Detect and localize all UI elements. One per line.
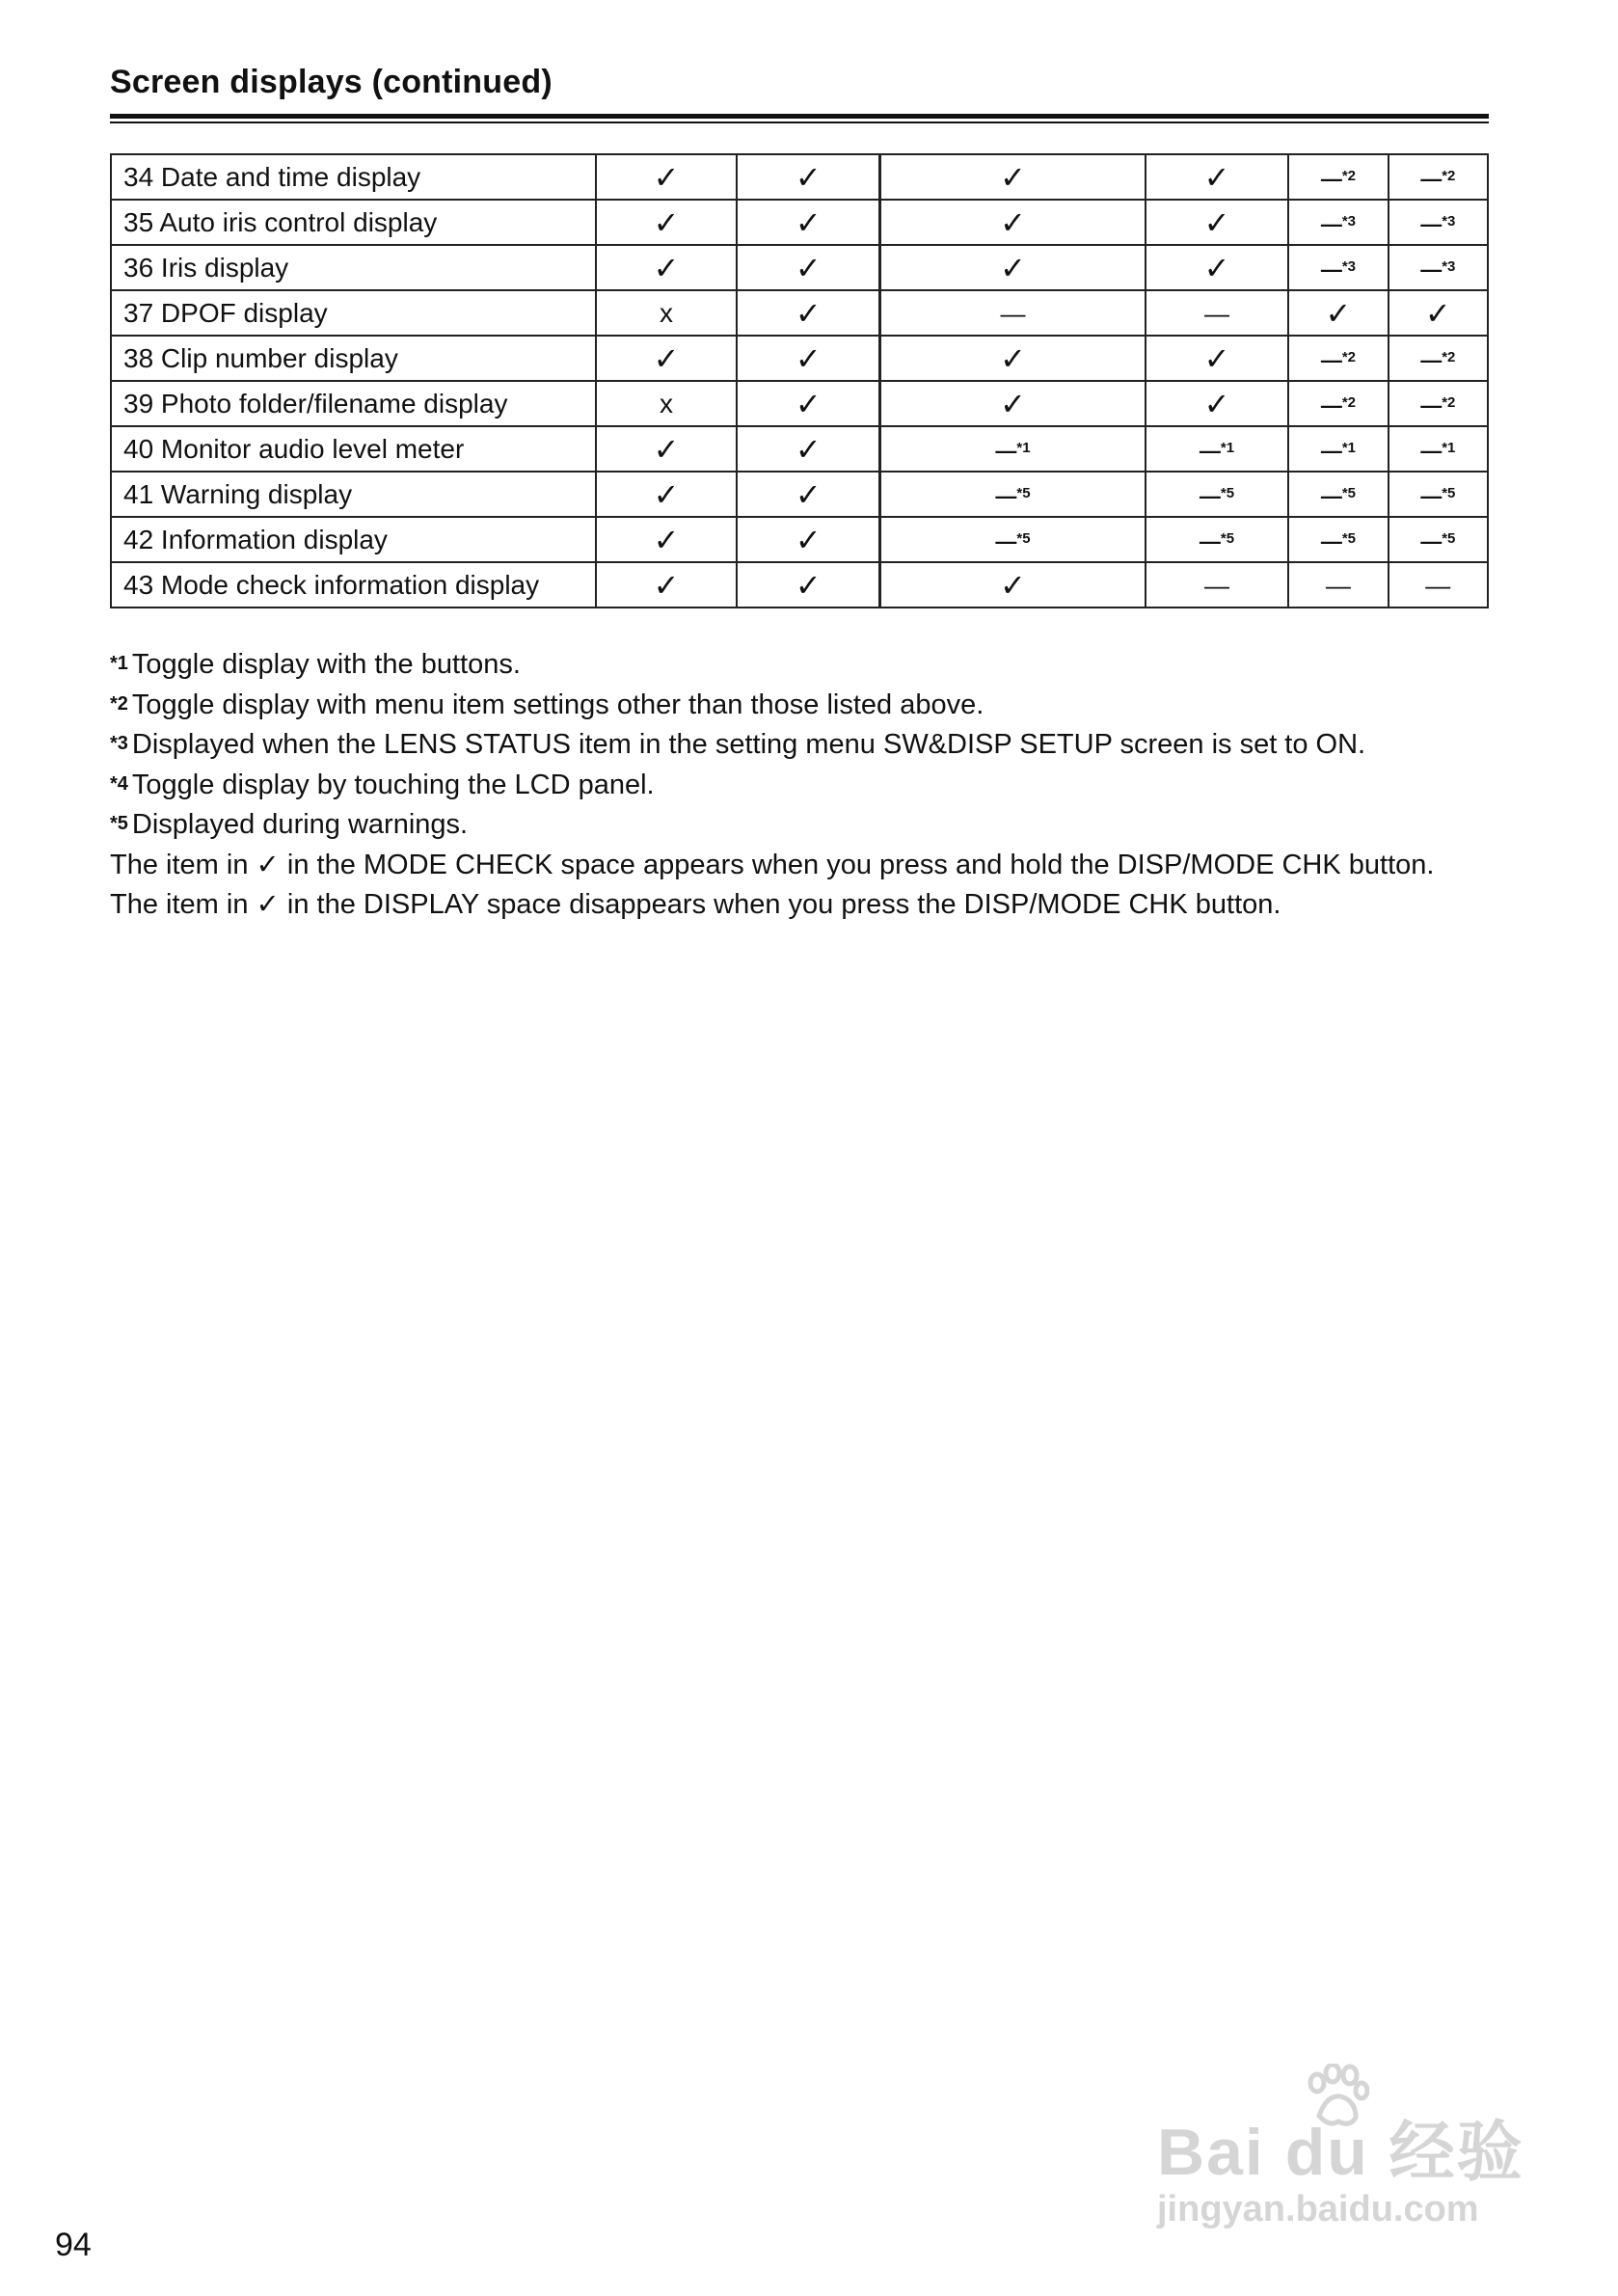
- table-cell-footnoted: [1288, 154, 1388, 200]
- table-cell-footnoted: [1389, 336, 1488, 381]
- footnote-ref: *5: [1341, 484, 1356, 501]
- check-icon: ✓: [795, 385, 822, 422]
- table-cell: [1146, 154, 1289, 200]
- table-cell: [596, 336, 738, 381]
- dash-mark: —: [1320, 528, 1342, 554]
- dash-mark: —: [1420, 347, 1443, 372]
- footnote-ref: *2: [1442, 348, 1456, 365]
- dash-with-note: [995, 484, 1030, 508]
- dash-mark: —: [1420, 483, 1443, 508]
- footnote-text: Toggle display with menu item settings other than those listed above.: [131, 689, 984, 720]
- dash-with-note: [1321, 348, 1356, 372]
- table-row: [111, 562, 1488, 608]
- footnote-ref: *1: [1220, 439, 1235, 456]
- table-cell: [596, 154, 738, 200]
- footnote-ref: *2: [1341, 393, 1356, 411]
- footnote-ref: *3: [1442, 257, 1456, 275]
- footnote-ref: *5: [1016, 529, 1031, 547]
- dash-mark: —: [1320, 392, 1342, 418]
- note-text-before: The item in: [110, 849, 249, 880]
- footnote-mark: *4: [110, 772, 128, 795]
- table-cell-footnoted: [1389, 517, 1488, 562]
- footnote: [110, 724, 1498, 765]
- dash-with-note: [995, 439, 1030, 463]
- table-cell: [1146, 200, 1289, 245]
- footnote-mark: *1: [110, 653, 128, 674]
- check-icon: ✓: [1000, 385, 1026, 422]
- table-row: [111, 336, 1488, 381]
- footnote-ref: *5: [1442, 529, 1456, 547]
- footnote-ref: *3: [1341, 257, 1356, 275]
- check-icon: ✓: [1325, 294, 1352, 332]
- table-row: [111, 426, 1488, 472]
- table-cell: [880, 336, 1146, 381]
- footnote-ref: *2: [1341, 348, 1356, 365]
- table-cell-footnoted: [1389, 200, 1488, 245]
- note-text-after: in the DISPLAY space disappears when you press the DISP/MODE CHK button.: [286, 889, 1281, 920]
- table-cell-footnoted: [1146, 517, 1289, 562]
- check-icon: ✓: [653, 339, 680, 377]
- dash-mark: —: [1320, 211, 1342, 236]
- table-cell: [737, 517, 880, 562]
- dash-with-note: [1420, 529, 1455, 554]
- table-cell-footnoted: [1389, 154, 1488, 200]
- table-cell: [1146, 381, 1289, 426]
- table-cell-footnoted: [1389, 245, 1488, 290]
- dash-mark: —: [1325, 570, 1351, 600]
- row-label: 43 Mode check information display: [111, 562, 596, 608]
- x-mark: x: [660, 297, 673, 328]
- table-cell: [596, 381, 738, 426]
- notes-section: [110, 644, 1498, 925]
- table-cell: [737, 472, 880, 517]
- dash-with-note: [1321, 212, 1356, 236]
- dash-mark: —: [1420, 438, 1443, 463]
- table-cell: [1146, 245, 1289, 290]
- note-text-after: in the MODE CHECK space appears when you press and hold the DISP/MODE CHK button.: [286, 849, 1435, 880]
- dash-mark: —: [1203, 298, 1229, 328]
- check-icon: ✓: [1203, 203, 1230, 241]
- dash-mark: —: [1320, 483, 1342, 508]
- check-icon: ✓: [795, 566, 822, 604]
- table-cell-footnoted: [1146, 426, 1289, 472]
- row-label: 36 Iris display: [111, 245, 596, 290]
- dash-with-note: [1321, 439, 1356, 463]
- table-cell-footnoted: [1288, 245, 1388, 290]
- table-cell: [1146, 336, 1289, 381]
- dash-with-note: [1321, 529, 1356, 554]
- footnote: [110, 685, 1498, 725]
- table-cell-footnoted: [880, 426, 1146, 472]
- check-icon: ✓: [795, 249, 822, 286]
- check-icon: ✓: [795, 430, 822, 468]
- table-cell: [1389, 562, 1488, 608]
- footnote-ref: *5: [1220, 529, 1235, 547]
- footnote-ref: *2: [1341, 167, 1356, 184]
- dash-with-note: [1420, 393, 1455, 418]
- check-icon: ✓: [653, 430, 680, 468]
- dash-mark: —: [1320, 347, 1342, 372]
- table-cell: [1389, 290, 1488, 336]
- check-icon: ✓: [653, 566, 680, 604]
- table-cell-footnoted: [1288, 336, 1388, 381]
- dash-mark: —: [1425, 570, 1451, 600]
- dash-with-note: [1420, 212, 1455, 236]
- table-cell: [880, 562, 1146, 608]
- dash-mark: —: [1420, 528, 1443, 554]
- dash-with-note: [1420, 167, 1455, 191]
- row-label: 37 DPOF display: [111, 290, 596, 336]
- dash-mark: —: [1000, 298, 1026, 328]
- dash-with-note: [1200, 529, 1234, 554]
- table-cell: [880, 200, 1146, 245]
- check-icon: ✓: [795, 203, 822, 241]
- table-cell: [596, 200, 738, 245]
- table-cell: [880, 245, 1146, 290]
- dash-with-note: [1321, 257, 1356, 282]
- table-row: [111, 290, 1488, 336]
- table-cell-footnoted: [1389, 381, 1488, 426]
- watermark-url: jingyan.baidu.com: [1157, 2189, 1479, 2229]
- footnote-ref: *1: [1442, 439, 1456, 456]
- table-cell-footnoted: [1288, 381, 1388, 426]
- table-cell: [596, 245, 738, 290]
- note-line: [110, 884, 1498, 925]
- footnote-mark: *5: [110, 813, 128, 834]
- footnote-ref: *3: [1341, 212, 1356, 230]
- table-row: [111, 154, 1488, 200]
- dash-with-note: [1321, 167, 1356, 191]
- dash-with-note: [1420, 257, 1455, 282]
- row-label: 38 Clip number display: [111, 336, 596, 381]
- footnote-mark: *2: [110, 692, 128, 715]
- table-cell-footnoted: [1288, 426, 1388, 472]
- check-icon: ✓: [256, 847, 280, 880]
- dash-with-note: [1321, 393, 1356, 418]
- dash-with-note: [1200, 439, 1234, 463]
- footnote-text: Toggle display with the buttons.: [131, 649, 521, 680]
- footnote-ref: *2: [1442, 393, 1456, 411]
- table-cell: [1288, 562, 1388, 608]
- footnote: [110, 765, 1498, 805]
- dash-with-note: [1420, 348, 1455, 372]
- row-label: 42 Information display: [111, 517, 596, 562]
- check-icon: ✓: [653, 203, 680, 241]
- table-cell: [1288, 290, 1388, 336]
- table-cell: [737, 245, 880, 290]
- table-cell: [596, 426, 738, 472]
- table-cell: [880, 290, 1146, 336]
- title-rule: [110, 114, 1489, 119]
- footnote: [110, 644, 1498, 685]
- dash-mark: —: [995, 528, 1017, 554]
- footnote-ref: *1: [1016, 439, 1031, 456]
- dash-mark: —: [1320, 257, 1342, 282]
- check-icon: ✓: [1000, 339, 1026, 377]
- check-icon: ✓: [1203, 385, 1230, 422]
- check-icon: ✓: [1203, 339, 1230, 377]
- table-cell: [737, 381, 880, 426]
- dash-mark: —: [1320, 438, 1342, 463]
- table-cell: [880, 154, 1146, 200]
- table-cell-footnoted: [1389, 472, 1488, 517]
- check-icon: ✓: [1000, 158, 1026, 196]
- table-cell: [737, 290, 880, 336]
- table-cell: [1146, 562, 1289, 608]
- watermark: [1157, 2064, 1543, 2256]
- dash-mark: —: [1320, 166, 1342, 191]
- check-icon: ✓: [795, 294, 822, 332]
- check-icon: ✓: [1203, 158, 1230, 196]
- footnote-ref: *2: [1442, 167, 1456, 184]
- dash-mark: —: [1420, 392, 1443, 418]
- check-icon: ✓: [1000, 203, 1026, 241]
- dash-with-note: [1200, 484, 1234, 508]
- table-cell: [596, 472, 738, 517]
- check-icon: ✓: [653, 475, 680, 513]
- dash-mark: —: [1199, 528, 1221, 554]
- check-icon: ✓: [653, 158, 680, 196]
- check-icon: ✓: [653, 249, 680, 286]
- page-number: 94: [55, 2227, 92, 2263]
- table-cell: [737, 426, 880, 472]
- dash-mark: —: [1199, 438, 1221, 463]
- footnote-ref: *5: [1220, 484, 1235, 501]
- check-icon: ✓: [1203, 249, 1230, 286]
- dash-with-note: [995, 529, 1030, 554]
- check-icon: ✓: [795, 158, 822, 196]
- x-mark: x: [660, 388, 673, 419]
- table-row: [111, 245, 1488, 290]
- note-text-before: The item in: [110, 889, 249, 920]
- footnote-text: Toggle display by touching the LCD panel.: [131, 769, 655, 800]
- table-row: [111, 381, 1488, 426]
- table-cell-footnoted: [1389, 426, 1488, 472]
- table-cell: [1146, 290, 1289, 336]
- check-icon: ✓: [1424, 294, 1451, 332]
- table-cell-footnoted: [880, 472, 1146, 517]
- table-row: [111, 517, 1488, 562]
- table-cell: [737, 336, 880, 381]
- footnote-text: Displayed during warnings.: [131, 809, 469, 840]
- footnote-mark: *3: [110, 733, 128, 754]
- table-cell: [596, 562, 738, 608]
- footnote-ref: *5: [1442, 484, 1456, 501]
- dash-mark: —: [1420, 257, 1443, 282]
- table-cell-footnoted: [1288, 472, 1388, 517]
- watermark-logo-text: Bai du 经验: [1157, 2116, 1524, 2189]
- check-icon: ✓: [795, 475, 822, 513]
- title-rule-thin: [110, 122, 1489, 123]
- footnote: [110, 804, 1498, 845]
- check-icon: ✓: [256, 887, 280, 920]
- dash-mark: —: [995, 483, 1017, 508]
- footnote-ref: *3: [1442, 212, 1456, 230]
- row-label: 35 Auto iris control display: [111, 200, 596, 245]
- table-cell: [880, 381, 1146, 426]
- table-cell: [737, 154, 880, 200]
- table-cell: [596, 290, 738, 336]
- check-icon: ✓: [1000, 249, 1026, 286]
- dash-with-note: [1420, 484, 1455, 508]
- row-label: 39 Photo folder/filename display: [111, 381, 596, 426]
- dash-mark: —: [1420, 166, 1443, 191]
- footnote-ref: *1: [1341, 439, 1356, 456]
- table-cell: [737, 562, 880, 608]
- check-icon: ✓: [1000, 566, 1026, 604]
- dash-with-note: [1420, 439, 1455, 463]
- footnote-ref: *5: [1016, 484, 1031, 501]
- dash-mark: —: [1199, 483, 1221, 508]
- dash-mark: —: [995, 438, 1017, 463]
- note-line: [110, 845, 1498, 885]
- table-cell-footnoted: [1288, 517, 1388, 562]
- table-cell: [737, 200, 880, 245]
- page-title: Screen displays (continued): [110, 64, 553, 100]
- table-cell-footnoted: [1146, 472, 1289, 517]
- dash-with-note: [1321, 484, 1356, 508]
- row-label: 41 Warning display: [111, 472, 596, 517]
- row-label: 40 Monitor audio level meter: [111, 426, 596, 472]
- footnote-text: Displayed when the LENS STATUS item in the setting menu SW&DISP SETUP screen is set to ON.: [131, 729, 1366, 760]
- table-row: [111, 200, 1488, 245]
- table-cell-footnoted: [1288, 200, 1388, 245]
- row-label: 34 Date and time display: [111, 154, 596, 200]
- dash-mark: —: [1203, 570, 1229, 600]
- table-row: [111, 472, 1488, 517]
- check-icon: ✓: [795, 339, 822, 377]
- check-icon: ✓: [795, 521, 822, 558]
- footnote-ref: *5: [1341, 529, 1356, 547]
- table-cell: [596, 517, 738, 562]
- screen-display-table: [110, 153, 1489, 608]
- dash-mark: —: [1420, 211, 1443, 236]
- check-icon: ✓: [653, 521, 680, 558]
- table-cell-footnoted: [880, 517, 1146, 562]
